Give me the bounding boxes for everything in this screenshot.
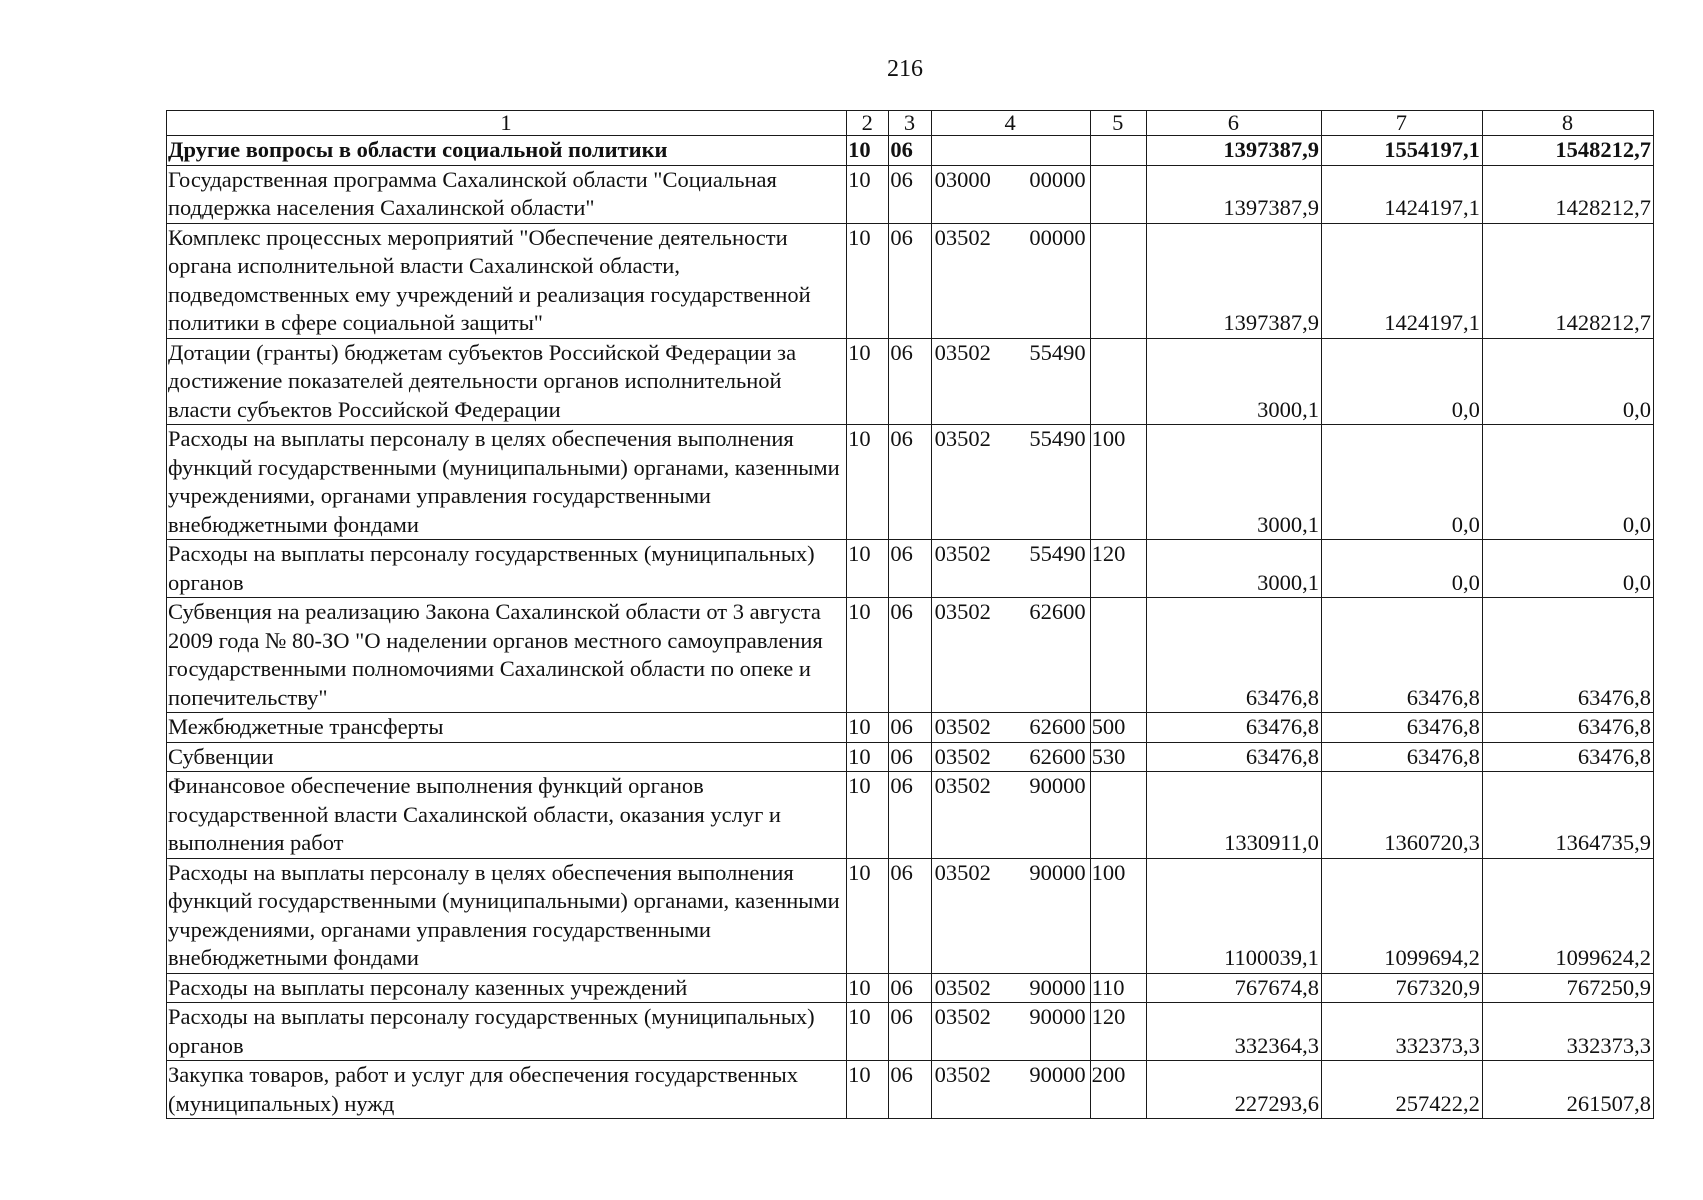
amount-col-7: 767320,9: [1321, 973, 1482, 1003]
row-name: Расходы на выплаты персоналу в целях обеспечения выполнения функций государственными (муниципальными) органами, казенными учреждениями, органами управления государственными внебюджетными фондами: [167, 425, 847, 540]
subsection-code: 06: [889, 540, 931, 598]
header-cell: 5: [1090, 111, 1146, 136]
target-article-direction: 90000: [1029, 1004, 1086, 1029]
subsection-code: 06: [889, 165, 931, 223]
amount-col-8: 1099624,2: [1482, 858, 1653, 973]
target-article-code: [931, 1061, 1090, 1119]
row-name: Расходы на выплаты персоналу в целях обеспечения выполнения функций государственными (муниципальными) органами, казенными учреждениями, органами управления государственными внебюджетными фондами: [167, 858, 847, 973]
amount-col-8: 332373,3: [1482, 1003, 1653, 1061]
amount-col-6: 1397387,9: [1146, 223, 1321, 338]
row-name: Субвенция на реализацию Закона Сахалинской области от 3 августа 2009 года № 80-ЗО "О наделении органов местного самоуправления государственными полномочиями Сахалинской области по опеке и попечительству": [167, 598, 847, 713]
target-article-code: [931, 858, 1090, 973]
amount-col-8: 0,0: [1482, 425, 1653, 540]
expense-type-code: 500: [1090, 713, 1146, 743]
row-name: Расходы на выплаты персоналу государственных (муниципальных) органов: [167, 540, 847, 598]
target-article-direction: 00000: [1029, 166, 1086, 192]
amount-col-8: 261507,8: [1482, 1061, 1653, 1119]
amount-col-6: 3000,1: [1146, 425, 1321, 540]
table-row: [167, 598, 1654, 713]
section-code: 10: [847, 1003, 889, 1061]
target-article-program: 03502: [934, 224, 991, 250]
target-article-code: [931, 540, 1090, 598]
amount-col-6: 1100039,1: [1146, 858, 1321, 973]
expense-type-code: 110: [1090, 973, 1146, 1003]
section-code: 10: [847, 858, 889, 973]
subsection-code: 06: [889, 713, 931, 743]
expense-type-code: [1090, 136, 1146, 166]
target-article-direction: 62600: [1029, 743, 1086, 769]
target-article-program: 03502: [934, 426, 991, 451]
row-name: Закупка товаров, работ и услуг для обеспечения государственных (муниципальных) нужд: [167, 1061, 847, 1119]
expense-type-code: 120: [1090, 1003, 1146, 1061]
expense-type-code: 100: [1090, 425, 1146, 540]
header-cell: 3: [889, 111, 931, 136]
section-code: 10: [847, 973, 889, 1003]
target-article-program: 03502: [934, 714, 991, 739]
row-name: Межбюджетные трансферты: [167, 713, 847, 743]
row-name: Другие вопросы в области социальной политики: [167, 136, 847, 166]
table-row: [167, 1003, 1654, 1061]
amount-col-8: 767250,9: [1482, 973, 1653, 1003]
amount-col-7: 63476,8: [1321, 742, 1482, 772]
row-name: Государственная программа Сахалинской области "Социальная поддержка населения Сахалинской области": [167, 165, 847, 223]
amount-col-8: 1428212,7: [1482, 165, 1653, 223]
target-article-code: [931, 598, 1090, 713]
amount-col-7: 1360720,3: [1321, 772, 1482, 859]
budget-table: [166, 110, 1654, 1119]
row-name: Расходы на выплаты персоналу казенных учреждений: [167, 973, 847, 1003]
row-name: Расходы на выплаты персоналу государственных (муниципальных) органов: [167, 1003, 847, 1061]
amount-col-7: 1424197,1: [1321, 165, 1482, 223]
page-number: 216: [887, 56, 923, 82]
section-code: 10: [847, 223, 889, 338]
subsection-code: 06: [889, 223, 931, 338]
table-row: [167, 1061, 1654, 1119]
expense-type-code: [1090, 772, 1146, 859]
header-cell: 8: [1482, 111, 1653, 136]
table-row: [167, 165, 1654, 223]
subsection-code: 06: [889, 742, 931, 772]
target-article-direction: 55490: [1029, 339, 1086, 365]
amount-col-7: 1554197,1: [1321, 136, 1482, 166]
amount-col-7: 1099694,2: [1321, 858, 1482, 973]
target-article-code: [931, 1003, 1090, 1061]
subsection-code: 06: [889, 425, 931, 540]
section-code: 10: [847, 165, 889, 223]
target-article-program: 03502: [934, 1062, 991, 1087]
amount-col-6: 1397387,9: [1146, 136, 1321, 166]
table-row: [167, 425, 1654, 540]
table-row: [167, 713, 1654, 743]
target-article-program: 03502: [934, 541, 991, 566]
table-row: [167, 338, 1654, 425]
amount-col-8: 0,0: [1482, 338, 1653, 425]
target-article-code: [931, 713, 1090, 743]
target-article-code: [931, 973, 1090, 1003]
amount-col-7: 0,0: [1321, 425, 1482, 540]
section-code: 10: [847, 338, 889, 425]
row-name: Комплекс процессных мероприятий "Обеспечение деятельности органа исполнительной власти Сахалинской области, подведомственных ему учреждений и реализация государственной политики в сфере социальной защиты": [167, 223, 847, 338]
section-code: 10: [847, 1061, 889, 1119]
amount-col-6: 227293,6: [1146, 1061, 1321, 1119]
target-article-program: 03502: [934, 339, 991, 365]
amount-col-6: 3000,1: [1146, 338, 1321, 425]
table-row: [167, 540, 1654, 598]
amount-col-8: 63476,8: [1482, 713, 1653, 743]
amount-col-8: 63476,8: [1482, 742, 1653, 772]
target-article-program: 03000: [934, 166, 991, 192]
target-article-direction: 90000: [1029, 773, 1086, 798]
subsection-code: 06: [889, 1003, 931, 1061]
expense-type-code: [1090, 598, 1146, 713]
target-article-code: [931, 742, 1090, 772]
target-article-direction: 00000: [1029, 224, 1086, 250]
target-article-program: 03502: [934, 773, 991, 798]
amount-col-8: 1548212,7: [1482, 136, 1653, 166]
target-article-direction: 55490: [1029, 541, 1086, 566]
expense-type-code: 120: [1090, 540, 1146, 598]
table-row: [167, 973, 1654, 1003]
amount-col-7: 1424197,1: [1321, 223, 1482, 338]
amount-col-7: 63476,8: [1321, 713, 1482, 743]
target-article-code: [931, 165, 1090, 223]
expense-type-code: [1090, 165, 1146, 223]
target-article-direction: 90000: [1029, 1062, 1086, 1087]
subsection-code: 06: [889, 136, 931, 166]
section-code: 10: [847, 742, 889, 772]
subsection-code: 06: [889, 772, 931, 859]
header-cell: 1: [167, 111, 847, 136]
target-article-program: 03502: [934, 743, 991, 769]
table-row: [167, 772, 1654, 859]
target-article-direction: 55490: [1029, 426, 1086, 451]
section-code: 10: [847, 540, 889, 598]
amount-col-6: 1397387,9: [1146, 165, 1321, 223]
amount-col-6: 1330911,0: [1146, 772, 1321, 859]
table-row: [167, 742, 1654, 772]
section-code: 10: [847, 598, 889, 713]
subsection-code: 06: [889, 973, 931, 1003]
header-row: [167, 111, 1654, 136]
target-article-code: [931, 338, 1090, 425]
header-cell: 2: [847, 111, 889, 136]
amount-col-8: 1428212,7: [1482, 223, 1653, 338]
amount-col-6: 767674,8: [1146, 973, 1321, 1003]
amount-col-7: 63476,8: [1321, 598, 1482, 713]
section-code: 10: [847, 425, 889, 540]
target-article-direction: 62600: [1029, 599, 1086, 624]
subsection-code: 06: [889, 598, 931, 713]
row-name: Финансовое обеспечение выполнения функций органов государственной власти Сахалинской области, оказания услуг и выполнения работ: [167, 772, 847, 859]
row-name: Субвенции: [167, 742, 847, 772]
section-code: 10: [847, 713, 889, 743]
table-row: [167, 858, 1654, 973]
section-code: 10: [847, 136, 889, 166]
header-cell: 6: [1146, 111, 1321, 136]
table-row: [167, 136, 1654, 166]
expense-type-code: 530: [1090, 742, 1146, 772]
target-article-program: 03502: [934, 599, 991, 624]
amount-col-7: 332373,3: [1321, 1003, 1482, 1061]
target-article-code: [931, 772, 1090, 859]
amount-col-6: 63476,8: [1146, 598, 1321, 713]
amount-col-6: 3000,1: [1146, 540, 1321, 598]
header-cell: 4: [931, 111, 1090, 136]
target-article-direction: 90000: [1029, 974, 1086, 1000]
target-article-direction: 90000: [1029, 859, 1086, 885]
expense-type-code: [1090, 223, 1146, 338]
amount-col-7: 257422,2: [1321, 1061, 1482, 1119]
amount-col-6: 332364,3: [1146, 1003, 1321, 1061]
table-body: [167, 111, 1654, 1119]
target-article-code: [931, 136, 1090, 166]
amount-col-6: 63476,8: [1146, 713, 1321, 743]
section-code: 10: [847, 772, 889, 859]
target-article-program: 03502: [934, 974, 991, 1000]
expense-type-code: 200: [1090, 1061, 1146, 1119]
target-article-code: [931, 223, 1090, 338]
amount-col-7: 0,0: [1321, 540, 1482, 598]
amount-col-8: 1364735,9: [1482, 772, 1653, 859]
subsection-code: 06: [889, 1061, 931, 1119]
target-article-program: 03502: [934, 859, 991, 885]
expense-type-code: 100: [1090, 858, 1146, 973]
amount-col-7: 0,0: [1321, 338, 1482, 425]
expense-type-code: [1090, 338, 1146, 425]
subsection-code: 06: [889, 338, 931, 425]
subsection-code: 06: [889, 858, 931, 973]
amount-col-8: 0,0: [1482, 540, 1653, 598]
table-row: [167, 223, 1654, 338]
target-article-direction: 62600: [1029, 714, 1086, 739]
amount-col-8: 63476,8: [1482, 598, 1653, 713]
target-article-code: [931, 425, 1090, 540]
target-article-program: 03502: [934, 1004, 991, 1029]
row-name: Дотации (гранты) бюджетам субъектов Российской Федерации за достижение показателей деятельности органов исполнительной власти субъектов Российской Федерации: [167, 338, 847, 425]
header-cell: 7: [1321, 111, 1482, 136]
amount-col-6: 63476,8: [1146, 742, 1321, 772]
